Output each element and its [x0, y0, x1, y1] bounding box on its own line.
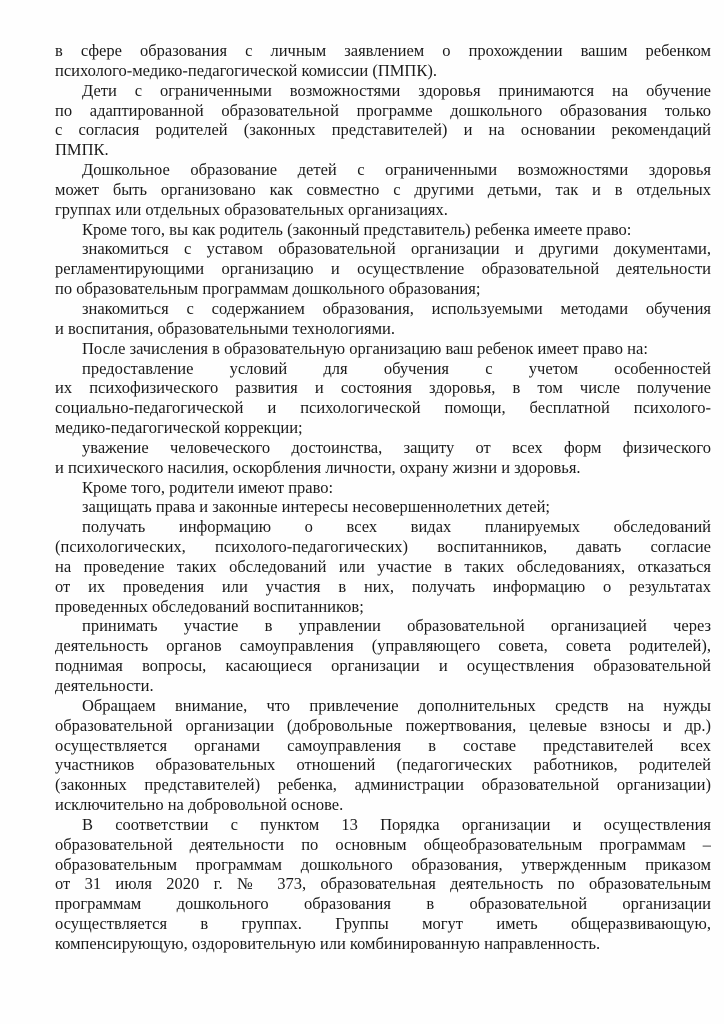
- paragraph: [55, 438, 711, 478]
- text-line: деятельности.: [55, 676, 154, 695]
- text-line: принимать участие в управлении образовательной организацией через: [82, 616, 711, 636]
- paragraph: [55, 815, 711, 954]
- text-line: образовательной организации (добровольные пожертвования, целевые взносы и др.): [55, 715, 711, 735]
- paragraph: [55, 478, 711, 498]
- text-line: медико-педагогической коррекции;: [55, 418, 303, 438]
- text-line: поднимая вопросы, касающиеся организации и осуществления образовательной: [55, 656, 711, 676]
- text-line: в сфере образования с личным заявлением о прохождении вашим ребенком: [55, 41, 711, 60]
- text-line: на проведение таких обследований или участие в таких обследованиях, отказаться: [55, 556, 711, 576]
- paragraph: [55, 160, 711, 220]
- paragraph: [55, 696, 711, 815]
- text-line: психолого-медико-педагогической комиссии (ПМПК).: [55, 60, 437, 80]
- text-line: предоставление условий для обучения с учетом особенностей: [82, 358, 711, 378]
- text-line: В соответствии с пунктом 13 Порядка организации и осуществления: [82, 814, 711, 834]
- text-line: проведенных обследований воспитанников;: [55, 596, 364, 616]
- text-line: Кроме того, вы как родитель (законный представитель) ребенка имеете право:: [82, 219, 632, 239]
- text-line: по адаптированной образовательной программе дошкольного образования только: [55, 100, 711, 120]
- paragraph: [55, 616, 711, 695]
- text-line: по образовательным программам дошкольного образования;: [55, 279, 481, 299]
- text-line: их психофизического развития и состояния здоровья, в том числе получение: [55, 378, 711, 398]
- text-line: и психического насилия, оскорбления личности, охрану жизни и здоровья.: [55, 457, 581, 477]
- paragraph: [55, 81, 711, 160]
- text-line: защищать права и законные интересы несовершеннолетних детей;: [82, 497, 550, 517]
- text-line: компенсирующую, оздоровительную или комбинированную направленность.: [55, 933, 601, 953]
- text-line: Дошкольное образование детей с ограниченными возможностями здоровья: [82, 160, 711, 180]
- text-line: После зачисления в образовательную организацию ваш ребенок имеет право на:: [82, 338, 648, 358]
- text-line: Кроме того, родители имеют право:: [82, 477, 334, 497]
- document-body: [55, 41, 711, 954]
- text-line: образовательным программам дошкольного образования, утвержденным приказом: [55, 854, 711, 874]
- text-line: и воспитания, образовательными технологиями.: [55, 318, 395, 338]
- paragraph: [55, 339, 711, 359]
- paragraph: [55, 517, 711, 616]
- text-line: ПМПК.: [55, 140, 109, 160]
- text-line: осуществляется в группах. Группы могут иметь общеразвивающую,: [55, 914, 711, 934]
- text-line: Дети с ограниченными возможностями здоровья принимаются на обучение: [82, 80, 711, 100]
- paragraph: [55, 299, 711, 339]
- text-line: образовательной деятельности по основным общеобразовательным программам –: [55, 834, 711, 854]
- text-line: (психологических, психолого-педагогических) воспитанников, давать согласие: [55, 537, 711, 557]
- text-line: деятельность органов самоуправления (управляющего совета, совета родителей),: [55, 636, 711, 656]
- paragraph: [55, 239, 711, 299]
- text-line: от 31 июля 2020 г. № 373, образовательная деятельность по образовательным: [55, 874, 711, 894]
- text-line: знакомиться с уставом образовательной организации и другими документами,: [82, 239, 711, 259]
- text-line: от их проведения или участия в них, получать информацию о результатах: [55, 576, 711, 596]
- paragraph: [55, 359, 711, 438]
- text-line: получать информацию о всех видах планируемых обследований: [82, 517, 711, 537]
- text-line: социально-педагогической и психологической помощи, бесплатной психолого-: [55, 398, 711, 418]
- text-line: группах или отдельных образовательных организациях.: [55, 199, 448, 219]
- text-line: может быть организовано как совместно с другими детьми, так и в отдельных: [55, 179, 711, 199]
- text-line: программам дошкольного образования в образовательной организации: [55, 894, 711, 914]
- paragraph: [55, 497, 711, 517]
- paragraph: [55, 41, 711, 81]
- text-line: осуществляется органами самоуправления в составе представителей всех: [55, 735, 711, 755]
- text-line: исключительно на добровольной основе.: [55, 795, 344, 815]
- text-line: участников образовательных отношений (педагогических работников, родителей: [55, 755, 711, 775]
- text-line: уважение человеческого достоинства, защиту от всех форм физического: [82, 437, 711, 457]
- text-line: с согласия родителей (законных представителей) и на основании рекомендаций: [55, 120, 711, 140]
- text-line: (законных представителей) ребенка, администрации образовательной организации): [55, 775, 711, 795]
- text-line: знакомиться с содержанием образования, используемыми методами обучения: [82, 298, 711, 318]
- paragraph: [55, 220, 711, 240]
- text-line: регламентирующими организацию и осуществление образовательной деятельности: [55, 259, 711, 279]
- text-line: Обращаем внимание, что привлечение дополнительных средств на нужды: [82, 695, 711, 715]
